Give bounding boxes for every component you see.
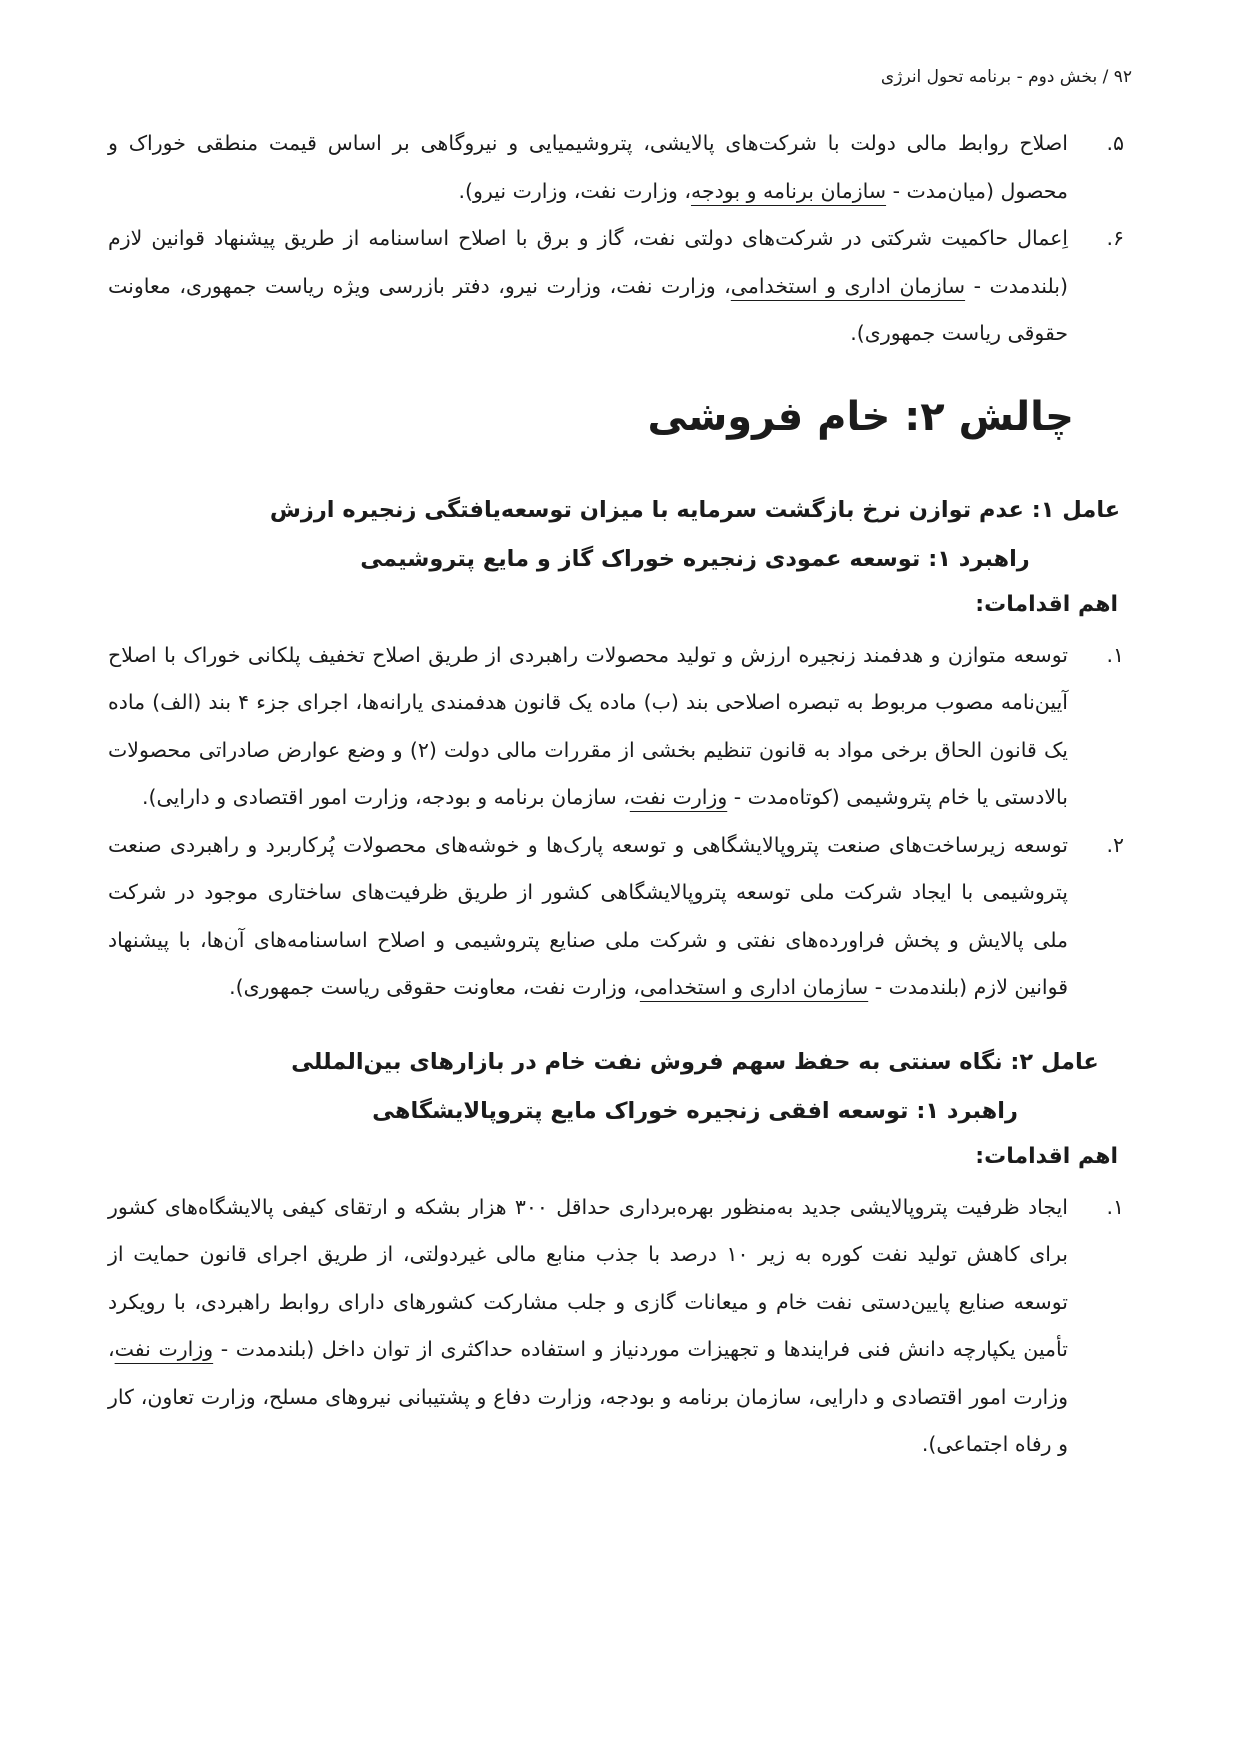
list-item-5-text-tail: ، وزارت نفت، وزارت نیرو). xyxy=(458,178,691,203)
section2-action-item-1-text-tail: ، وزارت امور اقتصادی و دارایی، سازمان برنامه و بودجه، وزارت دفاع و پشتیبانی نیروهای مسلح، وزارت تعاون، کار و رفاه اجتماعی). xyxy=(108,1337,1068,1456)
section1-action-item-1-text-tail: ، سازمان برنامه و بودجه، وزارت امور اقتصادی و دارایی). xyxy=(142,785,630,809)
section2-factor-title: عامل ۲: نگاه سنتی به حفظ سهم فروش نفت خام در بازارهای بین‌المللی xyxy=(291,1048,1099,1075)
challenge-2-title: چالش ۲: خام فروشی xyxy=(647,393,1074,440)
list-item-6-underlined-organization: سازمان اداری و استخدامی xyxy=(730,273,966,298)
section-divider-space xyxy=(108,1012,1132,1038)
list-item-6 xyxy=(108,215,1132,358)
section1-action-item-2-number: ۲. xyxy=(1106,832,1124,857)
section1-action-item-1 xyxy=(108,632,1132,822)
list-item-6-text: اِعمال حاکمیت شرکتی در شرکت‌های دولتی نفت، گاز و برق با اصلاح اساسنامه از طریق پیشنهاد قوانین لازم (بلندمدت - xyxy=(108,226,1068,298)
list-item-5-text: اصلاح روابط مالی دولت با شرکت‌های پالایشی، پتروشیمیایی و نیروگاهی بر اساس قیمت منطقی خوراک و محصول (میان‌مدت - xyxy=(108,131,1068,203)
section2-strategy-title: راهبرد ۱: توسعه افقی زنجیره خوراک مایع پتروپالایشگاهی xyxy=(372,1097,1018,1124)
section2-subheads xyxy=(108,1038,1132,1136)
section1-action-item-2 xyxy=(108,822,1132,1012)
section2-action-item-1-text: ایجاد ظرفیت پتروپالایشی جدید به‌منظور بهره‌برداری حداقل ۳۰۰ هزار بشکه و ارتقای کیفی پالایشگاه‌های کشور برای کاهش تولید نفت کوره به زیر ۱۰ درصد با جذب منابع مالی غیردولتی، از طریق اجرای قانون حمایت از توسعه صنایع پایین‌دستی نفت خام و میعانات گازی و جلب مشارکت کشورهای دارای روابط راهبردی، با رویکرد تأمین یکپارچه دانش فنی فرایندها و تجهیزات موردنیاز و استفاده حداکثری از توان داخل (بلندمدت - xyxy=(108,1194,1068,1361)
list-item-6-number: ۶. xyxy=(1106,226,1124,250)
section2-action-item-1-number: ۱. xyxy=(1106,1194,1124,1219)
section2-action-item-1-underlined-organization: وزارت نفت xyxy=(114,1337,214,1361)
section1-action-item-2-underlined-organization: سازمان اداری و استخدامی xyxy=(639,975,869,999)
section1-factor-title: عامل ۱: عدم توازن نرخ بازگشت سرمایه با میزان توسعه‌یافتگی زنجیره ارزش xyxy=(269,496,1121,523)
section2-action-item-1 xyxy=(108,1184,1132,1469)
section1-strategy-title: راهبرد ۱: توسعه عمودی زنجیره خوراک گاز و مایع پتروشیمی xyxy=(360,545,1030,572)
list-item-6-text-tail: ، وزارت نفت، وزارت نیرو، دفتر بازرسی ویژه ریاست جمهوری، معاونت حقوقی ریاست جمهوری). xyxy=(108,273,1068,345)
page-header: ۹۲ / بخش دوم - برنامه تحول انرژی xyxy=(880,67,1132,87)
section1-subheads xyxy=(108,486,1132,584)
section1-action-item-2-text: توسعه زیرساخت‌های صنعت پتروپالایشگاهی و توسعه پارک‌ها و خوشه‌های محصولات پُرکاربرد و راهبردی صنعت پتروشیمی با ایجاد شرکت ملی توسعه پتروپالایشگاهی کشور از طریق ظرفیت‌های ساختاری موجود در شرکت ملی پالایش و پخش فراورده‌های نفتی و شرکت ملی صنایع پتروشیمی و اصلاح اساسنامه‌های آن‌ها، با پیشنهاد قوانین لازم (بلندمدت - xyxy=(108,832,1068,999)
section1-action-item-1-text: توسعه متوازن و هدفمند زنجیره ارزش و تولید محصولات راهبردی از طریق اصلاح تخفیف پلکانی خوراک با اصلاح آیین‌نامه مصوب مربوط به تبصره اصلاحی بند (ب) ماده یک قانون هدفمندی یارانه‌ها، اجرای جزء ۴ بند (الف) ماده یک قانون الحاق برخی مواد به قانون تنظیم بخشی از مقررات مالی دولت (۲) و وضع عوارض صادراتی محصولات بالادستی یا خام پتروشیمی (کوتاه‌مدت - xyxy=(108,642,1069,809)
section2-actions-label: اهم اقدامات: xyxy=(975,1143,1118,1169)
list-item-5-number: ۵. xyxy=(1106,131,1124,155)
list-item-5-underlined-organization: سازمان برنامه و بودجه xyxy=(690,178,887,203)
section1-action-item-1-underlined-organization: وزارت نفت xyxy=(629,785,728,809)
section1-action-item-2-text-tail: ، وزارت نفت، معاونت حقوقی ریاست جمهوری). xyxy=(229,975,640,999)
list-item-5 xyxy=(108,120,1132,215)
section1-actions-label: اهم اقدامات: xyxy=(975,591,1118,617)
section1-action-item-1-number: ۱. xyxy=(1106,642,1124,667)
